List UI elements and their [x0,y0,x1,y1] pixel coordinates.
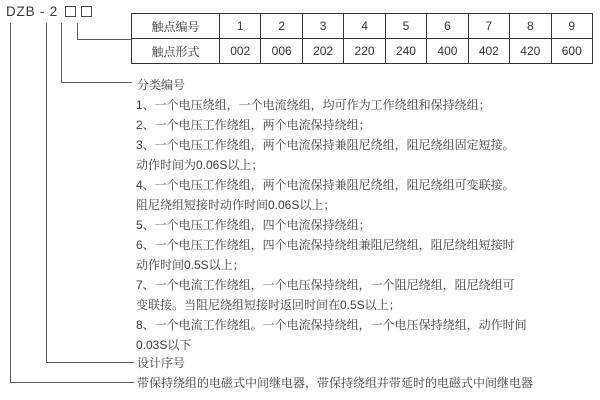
classification-item-line: 动作时间为0.06S以上； [136,158,264,172]
classification-item-line: 6、一个电压工作绕组，四个电流保持绕组兼阻尼绕组，阻尼绕组短接时 [136,238,515,252]
model-code-text: DZB - 2 [6,4,59,19]
contact-form-cell: 400 [427,39,468,64]
classification-label: 分类编号 [137,78,186,92]
contact-number-cell: 5 [385,14,426,39]
classification-item-line: 1、一个电压绕组，一个电流绕组，均可作为工作绕组和保持绕组； [136,98,491,112]
connector-line-family [10,23,134,383]
classification-item-line: 3、一个电压工作绕组，两个电流保持兼阻尼绕组，阻尼绕组固定短接。 [136,138,515,152]
classification-item-line: 4、一个电压工作绕组，两个电流保持兼阻尼绕组，阻尼绕组可变联接。 [136,178,515,192]
contact-form-cell: 220 [344,39,385,64]
model-placeholder-box-1 [65,6,76,17]
classification-item-line: 动作时间0.5S以上； [136,258,245,272]
classification-item-line: 2、一个电压工作绕组，两个电流保持绕组； [136,118,371,132]
model-code [6,4,92,19]
classification-list [136,95,527,355]
contact-number-row-label: 触点编号 [132,14,220,39]
contact-form-cell: 402 [468,39,509,64]
classification-item-line: 7、一个电流工作绕组，一个电压保持绕组，一个阻尼绕组，阻尼绕组可 [136,278,515,292]
contact-table [131,13,593,64]
contact-number-cell: 1 [220,14,261,39]
contact-number-cell: 3 [302,14,343,39]
model-placeholder-box-2 [81,6,92,17]
classification-item-line: 8、一个电流工作绕组。一个电流保持绕组，一个电压保持绕组，动作时间 [136,318,527,332]
contact-number-cell: 9 [551,14,593,39]
contact-form-cell: 006 [261,39,302,64]
relay-family-label: 带保持绕组的电磁式中间继电器，带保持绕组并带延时的电磁式中间继电器 [137,376,534,390]
contact-number-cell: 6 [427,14,468,39]
contact-number-cell: 7 [468,14,509,39]
contact-number-cell: 8 [510,14,551,39]
contact-form-cell: 202 [302,39,343,64]
classification-item-line: 变联接。当阻尼绕组短接时返回时间在0.5S以上； [136,298,401,312]
contact-form-row-label: 触点形式 [132,39,220,64]
contact-number-row [132,14,593,39]
contact-form-cell: 240 [385,39,426,64]
contact-number-cell: 2 [261,14,302,39]
contact-form-cell: 600 [551,39,593,64]
contact-number-cell: 4 [344,14,385,39]
contact-form-cell: 420 [510,39,551,64]
classification-item-line: 5、一个电压工作绕组，四个电流保持绕组； [136,218,371,232]
classification-item-line: 0.03S以下 [136,338,192,352]
classification-item-line: 阻尼绕组短接时动作时间0.06S以上； [136,198,336,212]
contact-form-row [132,39,593,64]
design-serial-label: 设计序号 [137,356,186,370]
contact-form-cell: 002 [220,39,261,64]
